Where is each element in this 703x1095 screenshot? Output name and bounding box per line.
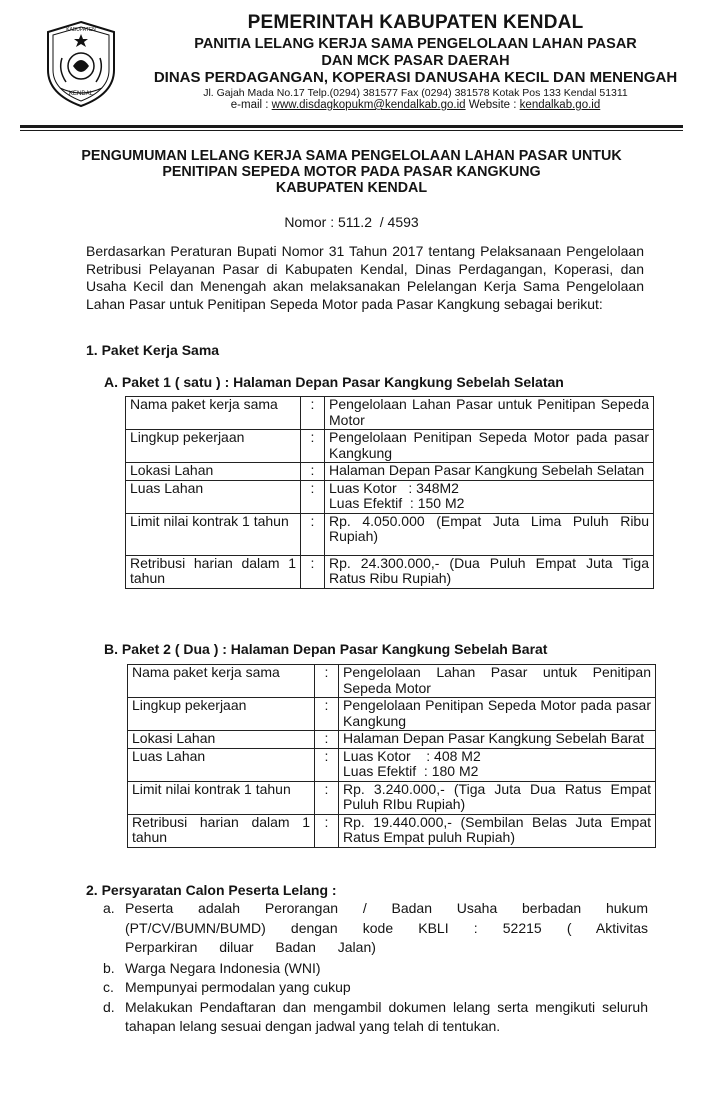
row-value: Pengelolaan Lahan Pasar untuk Penitipan Sepeda Motor xyxy=(325,397,654,430)
letterhead-agency: DINAS PERDAGANGAN, KOPERASI DANUSAHA KECIL DAN MENENGAH xyxy=(153,69,678,86)
row-value: Pengelolaan Penitipan Sepeda Motor pada pasar Kangkung xyxy=(339,698,656,731)
row-label: Nama paket kerja sama xyxy=(126,397,301,430)
table-row xyxy=(126,463,654,481)
list-item-letter: c. xyxy=(103,979,114,995)
list-item-text: Peserta adalah Perorangan / Badan Usaha berbadan hukum (PT/CV/BUMN/BUMD) dengan kode KBLI : 52215 ( Aktivitas Perparkiran diluar Badan Jalan) xyxy=(125,900,648,955)
row-separator: : xyxy=(315,781,339,814)
announcement-title-line3: KABUPATEN KENDAL xyxy=(275,180,428,196)
intro-paragraph: Berdasarkan Peraturan Bupati Nomor 31 Tahun 2017 tentang Pelaksanaan Pengelolaan Retribusi Pelayanan Pasar di Kabupaten Kendal, Dinas Perdagangan, Koperasi, dan Usaha Kecil dan Menengah akan melaksanakan Pelelangan Kerja Sama Pengelolaan Lahan Pasar untuk Penitipan Sepeda Motor pada Pasar Kangkung sebagai berikut: xyxy=(86,243,644,312)
row-value xyxy=(339,748,656,781)
document-number xyxy=(0,214,703,230)
section-2-heading: 2. Persyaratan Calon Peserta Lelang : xyxy=(86,882,337,898)
list-item-text: Melakukan Pendaftaran dan mengambil dokumen lelang serta mengikuti seluruh tahapan lelang sesuai dengan jadwal yang telah di tentukan. xyxy=(125,998,648,1034)
document-number-text: Nomor : 511.2 / 4593 xyxy=(284,214,419,230)
row-label: Retribusi harian dalam 1 tahun xyxy=(126,555,301,588)
letterhead-divider-thin xyxy=(20,130,683,131)
website-link[interactable]: kendalkab.go.id xyxy=(519,99,601,111)
row-value: Rp. 24.300.000,- (Dua Puluh Empat Juta Tiga Ratus Ribu Rupiah) xyxy=(325,555,654,588)
list-item-text: Mempunyai permodalan yang cukup xyxy=(125,979,351,995)
row-value: Pengelolaan Lahan Pasar untuk Penitipan Sepeda Motor xyxy=(339,665,656,698)
row-label: Retribusi harian dalam 1 tahun xyxy=(128,814,315,847)
list-item-letter: b. xyxy=(103,959,115,976)
row-separator: : xyxy=(315,814,339,847)
letterhead-address: Jl. Gajah Mada No.17 Telp.(0294) 381577 Fax (0294) 381578 Kotak Pos 133 Kendal 51311 xyxy=(203,87,628,99)
announcement-title-line2: PENITIPAN SEPEDA MOTOR PADA PASAR KANGKUNG xyxy=(162,164,541,180)
table-row xyxy=(128,731,656,749)
table-row xyxy=(128,814,656,847)
paket-b-heading: B. Paket 2 ( Dua ) : Halaman Depan Pasar Kangkung Sebelah Barat xyxy=(104,641,548,657)
logo-text-bottom: KENDAL xyxy=(68,91,94,97)
paket-b-table xyxy=(127,664,656,848)
row-separator: : xyxy=(301,463,325,481)
row-value: Halaman Depan Pasar Kangkung Sebelah Barat xyxy=(339,731,656,749)
letterhead-committee-2: DAN MCK PASAR DAERAH xyxy=(321,53,510,69)
table-row xyxy=(126,430,654,463)
gross-area: Luas Kotor : 348M2 xyxy=(329,479,459,496)
letterhead-committee: PANITIA LELANG KERJA SAMA PENGELOLAAN LAHAN PASAR xyxy=(194,36,637,52)
website-label: Website : xyxy=(465,99,520,111)
table-row xyxy=(126,480,654,513)
table-row xyxy=(126,555,654,588)
row-value: Rp. 3.240.000,- (Tiga Juta Dua Ratus Empat Puluh RIbu Rupiah) xyxy=(339,781,656,814)
table-row xyxy=(126,513,654,555)
row-label: Luas Lahan xyxy=(126,480,301,513)
row-separator: : xyxy=(315,731,339,749)
row-separator: : xyxy=(315,698,339,731)
row-label: Lokasi Lahan xyxy=(126,463,301,481)
row-separator: : xyxy=(301,480,325,513)
row-label: Lokasi Lahan xyxy=(128,731,315,749)
section-1-heading: 1. Paket Kerja Sama xyxy=(86,342,220,358)
table-row xyxy=(126,397,654,430)
row-value: Pengelolaan Penitipan Sepeda Motor pada pasar Kangkung xyxy=(325,430,654,463)
email-label: e-mail : xyxy=(230,99,272,111)
row-label: Lingkup pekerjaan xyxy=(126,430,301,463)
row-separator: : xyxy=(301,555,325,588)
requirements-list xyxy=(103,899,648,1037)
letterhead-government: PEMERINTAH KABUPATEN KENDAL xyxy=(247,12,584,33)
paket-a-heading: A. Paket 1 ( satu ) : Halaman Depan Pasar Kangkung Sebelah Selatan xyxy=(104,374,564,390)
letterhead-divider-thick xyxy=(20,125,683,128)
paket-a-table xyxy=(125,396,654,589)
effective-area: Luas Efektif : 180 M2 xyxy=(343,763,479,779)
table-row xyxy=(128,748,656,781)
row-label: Lingkup pekerjaan xyxy=(128,698,315,731)
list-item-letter: d. xyxy=(103,998,115,1015)
row-value xyxy=(325,480,654,513)
row-label: Limit nilai kontrak 1 tahun xyxy=(128,781,315,814)
logo-text-top: KABUPATEN xyxy=(66,27,96,33)
row-label: Limit nilai kontrak 1 tahun xyxy=(126,513,301,555)
table-row xyxy=(128,698,656,731)
row-value: Halaman Depan Pasar Kangkung Sebelah Selatan xyxy=(325,463,654,481)
list-item-text: Warga Negara Indonesia (WNI) xyxy=(125,959,321,976)
row-value: Rp. 19.440.000,- (Sembilan Belas Juta Empat Ratus Empat puluh Rupiah) xyxy=(339,814,656,847)
row-separator: : xyxy=(301,430,325,463)
list-item xyxy=(103,959,648,979)
row-separator: : xyxy=(315,665,339,698)
announcement-title-line1: PENGUMUMAN LELANG KERJA SAMA PENGELOLAAN LAHAN PASAR UNTUK xyxy=(81,148,622,164)
list-item-letter: a. xyxy=(103,900,115,916)
list-item xyxy=(103,978,648,998)
effective-area: Luas Efektif : 150 M2 xyxy=(329,495,465,511)
table-row xyxy=(128,665,656,698)
row-separator: : xyxy=(301,397,325,430)
list-item xyxy=(103,998,648,1037)
row-label: Nama paket kerja sama xyxy=(128,665,315,698)
row-separator: : xyxy=(301,513,325,555)
kendal-regency-emblem-icon xyxy=(40,18,122,110)
gross-area: Luas Kotor : 408 M2 xyxy=(343,747,481,764)
list-item xyxy=(103,899,648,958)
letterhead-contact xyxy=(118,99,703,111)
row-value: Rp. 4.050.000 (Empat Juta Lima Puluh Ribu Rupiah) xyxy=(325,513,654,555)
email-link[interactable]: www.disdagkopukm@kendalkab.go.id xyxy=(271,99,466,111)
row-separator: : xyxy=(315,748,339,781)
table-row xyxy=(128,781,656,814)
row-label: Luas Lahan xyxy=(128,748,315,781)
